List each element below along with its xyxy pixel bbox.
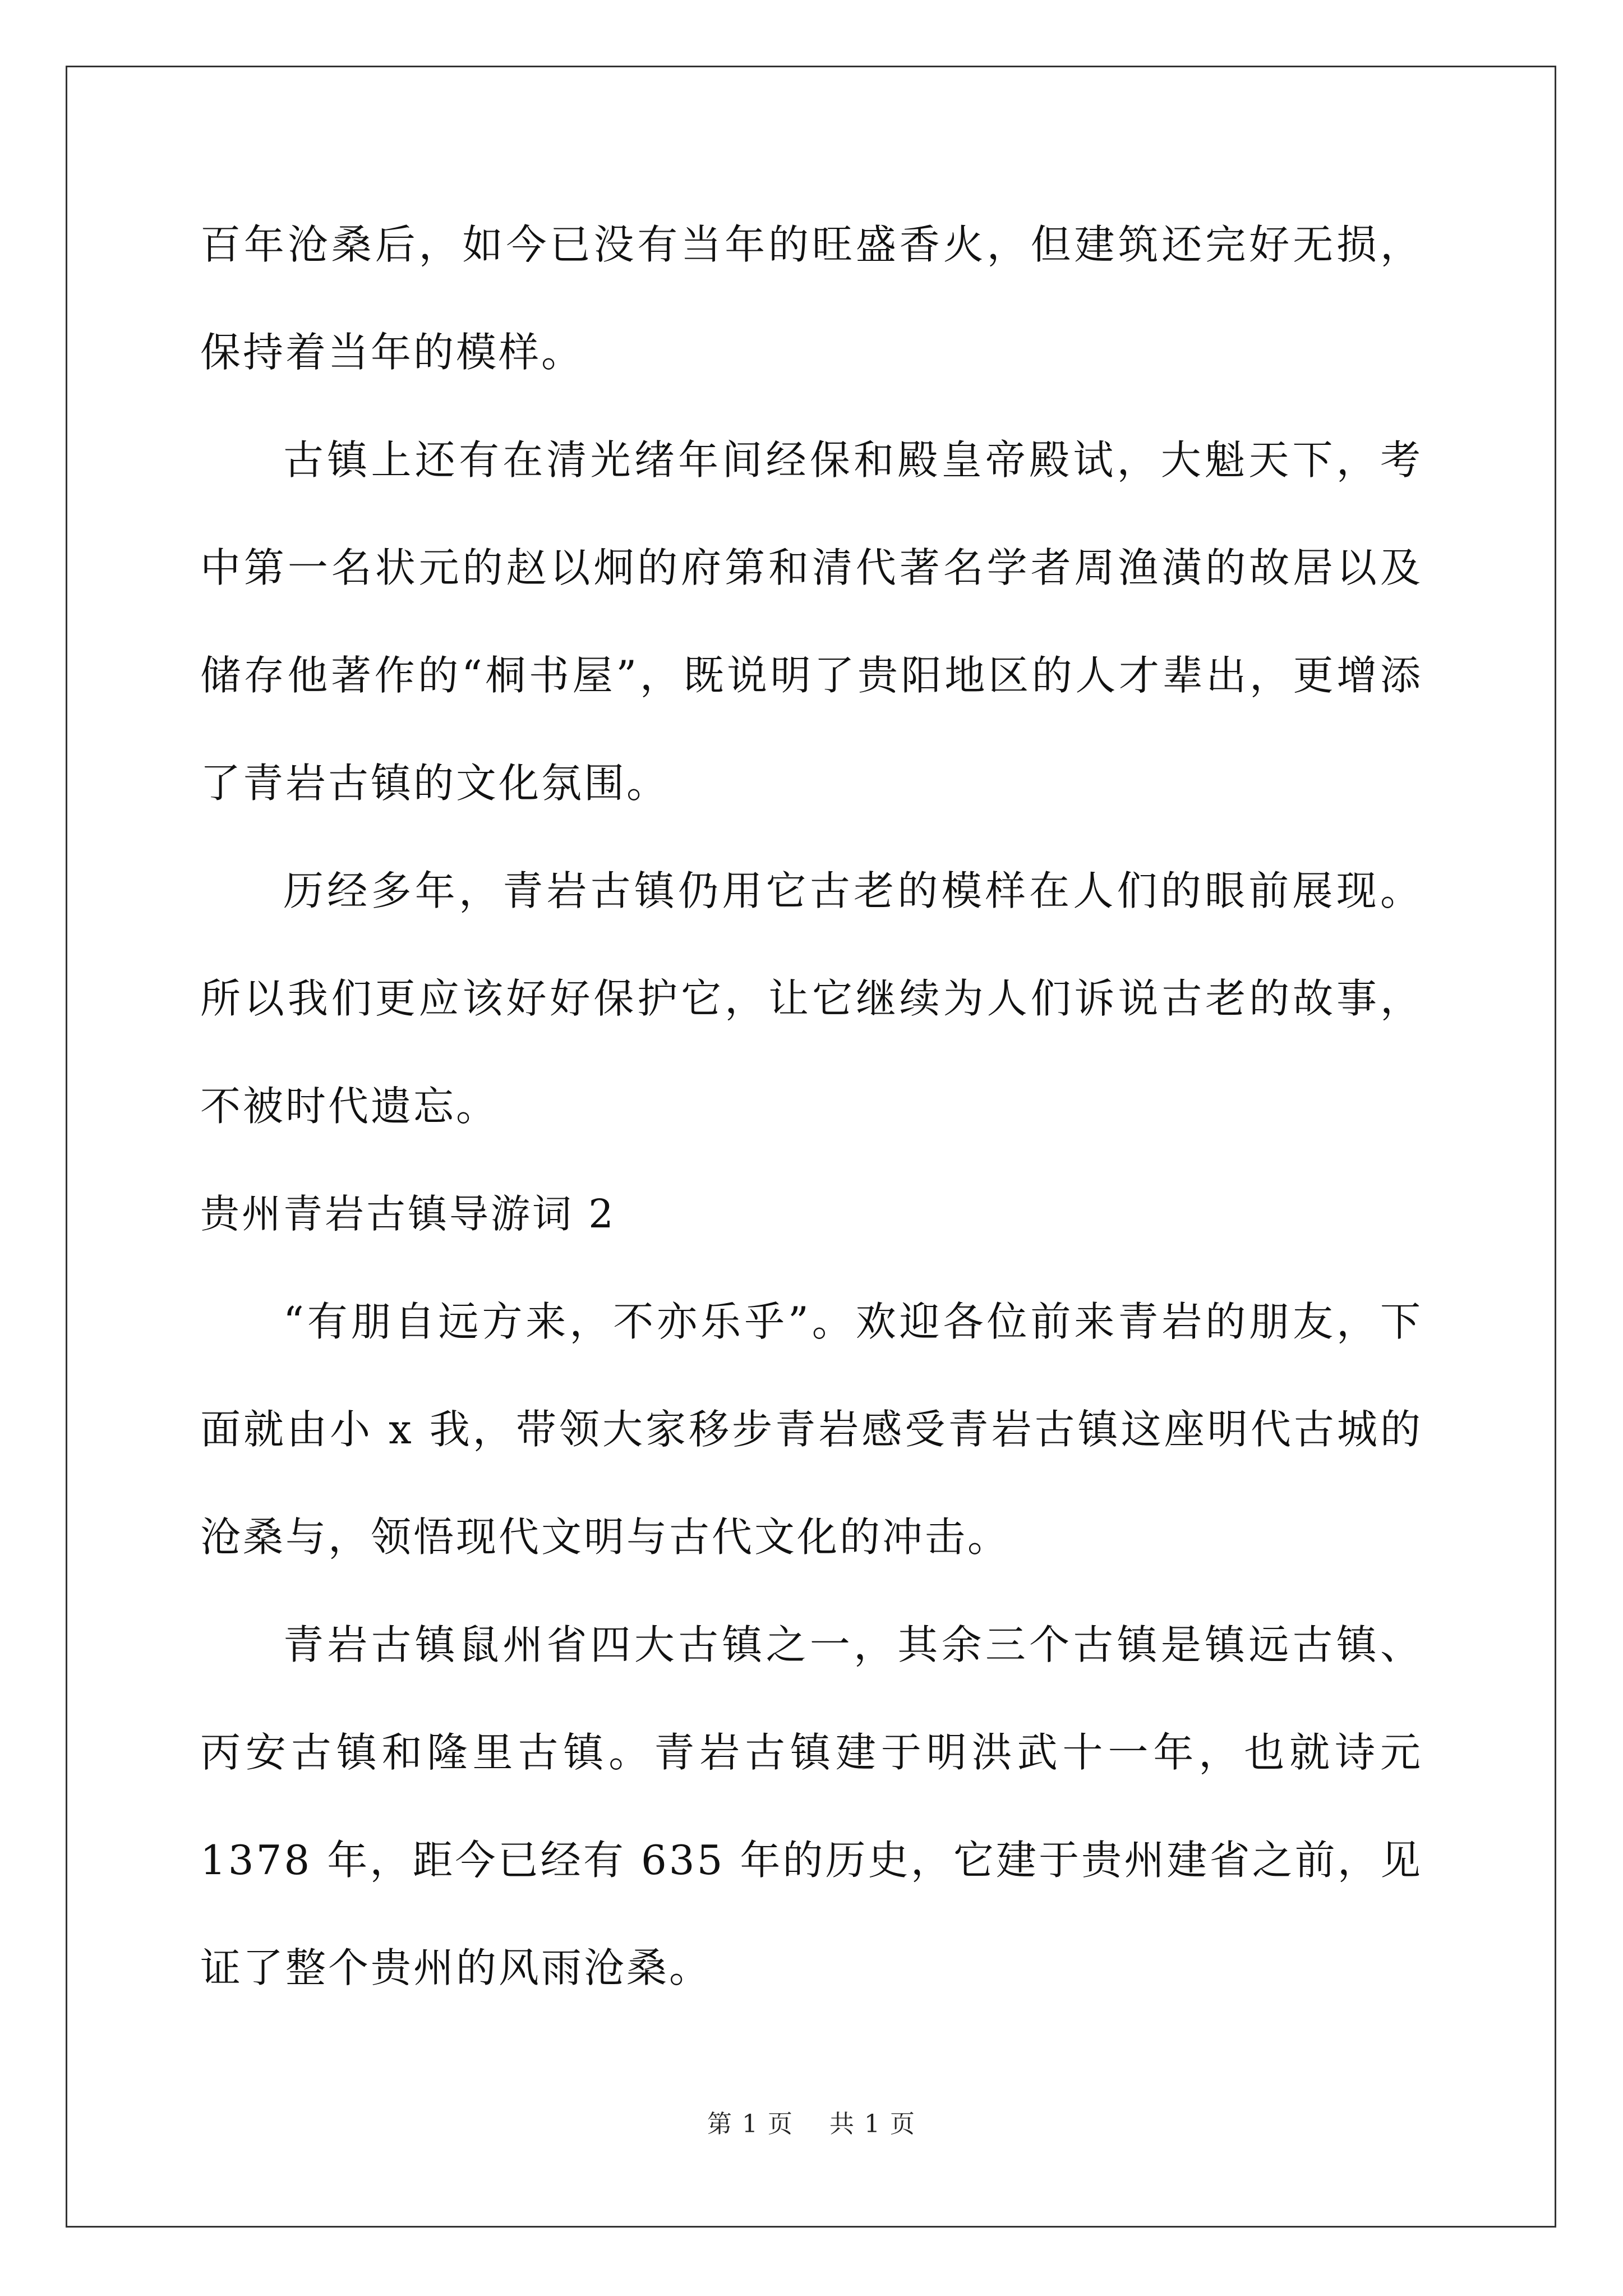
paragraph-preservation: 历经多年，青岩古镇仍用它古老的模样在人们的眼前展现。所以我们更应该好好保护它，让它继续为人们诉说古老的故事，不被时代遗忘。 — [200, 867, 1423, 1130]
paragraph-welcome: “有朋自远方来，不亦乐乎”。欢迎各位前来青岩的朋友，下面就由小 x 我，带领大家移步青岩感受青岩古镇这座明代古城的沧桑与，领悟现代文明与古代文化的冲击。 — [200, 1298, 1423, 1561]
paragraph-history: 青岩古镇鼠州省四大古镇之一，其余三个古镇是镇远古镇、丙安古镇和隆里古镇。青岩古镇建于明洪武十一年，也就诗元 1378 年，距今已经有 635 年的历史，它建于贵州建省之前，见证了整个贵州的风雨沧桑。 — [200, 1621, 1423, 1991]
paragraph-scholars: 古镇上还有在清光绪年间经保和殿皇帝殿试，大魁天下，考中第一名状元的赵以炯的府第和清代著名学者周渔潢的故居以及储存他著作的“桐书屋”，既说明了贵阳地区的人才辈出，更增添了青岩古镇的文化氛围。 — [200, 436, 1423, 807]
section-title: 贵州青岩古镇导游词 2 — [200, 1191, 616, 1237]
page-number-total: 共 1 页 — [829, 2110, 916, 2138]
paragraph-continuation: 百年沧桑后，如今已没有当年的旺盛香火，但建筑还完好无损，保持着当年的模样。 — [200, 221, 1423, 376]
document-body — [200, 191, 1423, 2022]
page-footer — [0, 2104, 1623, 2139]
page-number-current: 第 1 页 — [707, 2110, 794, 2138]
